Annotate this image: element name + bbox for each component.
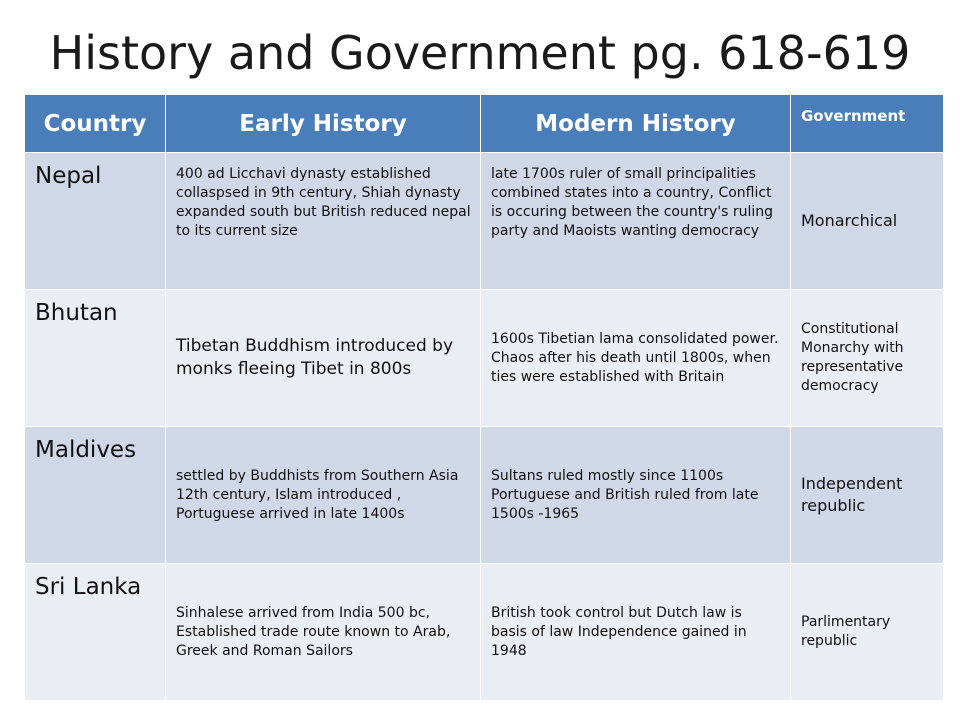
header-government: Government [791,95,944,153]
header-country: Country [25,95,166,153]
government-cell: Monarchical [791,153,944,290]
country-cell: Bhutan [25,290,166,427]
table-row-sri-lanka [25,564,944,701]
header-early-history: Early History [166,95,481,153]
history-table [24,94,944,701]
government-cell: Independent republic [791,427,944,564]
table-row-nepal [25,153,944,290]
early-history-cell: Sinhalese arrived from India 500 bc, Established trade route known to Arab, Greek and Roman Sailors [166,564,481,701]
header-row [25,95,944,153]
country-cell: Maldives [25,427,166,564]
early-history-cell: Tibetan Buddhism introduced by monks fleeing Tibet in 800s [166,290,481,427]
table-row-bhutan [25,290,944,427]
modern-history-cell: 1600s Tibetian lama consolidated power. Chaos after his death until 1800s, when ties were established with Britain [481,290,791,427]
page-title: History and Government pg. 618-619 [49,26,911,80]
modern-history-cell: British took control but Dutch law is basis of law Independence gained in 1948 [481,564,791,701]
government-cell: Constitutional Monarchy with representative democracy [791,290,944,427]
government-cell: Parlimentary republic [791,564,944,701]
early-history-cell: 400 ad Licchavi dynasty established collaspsed in 9th century, Shiah dynasty expanded south but British reduced nepal to its current size [166,153,481,290]
modern-history-cell: late 1700s ruler of small principalities combined states into a country, Conflict is occuring between the country's ruling party and Maoists wanting democracy [481,153,791,290]
table-row-maldives [25,427,944,564]
early-history-cell: settled by Buddhists from Southern Asia 12th century, Islam introduced , Portuguese arrived in late 1400s [166,427,481,564]
country-cell: Nepal [25,153,166,290]
country-cell: Sri Lanka [25,564,166,701]
modern-history-cell: Sultans ruled mostly since 1100s Portuguese and British ruled from late 1500s -1965 [481,427,791,564]
header-modern-history: Modern History [481,95,791,153]
